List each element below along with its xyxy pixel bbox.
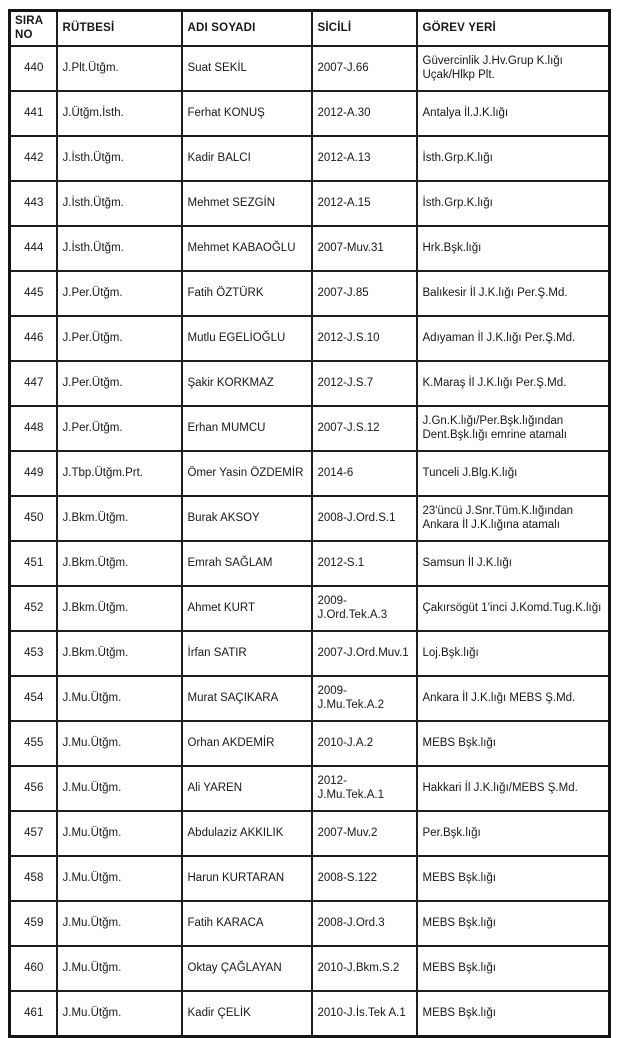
cell-sira-no: 460 bbox=[10, 946, 57, 991]
cell-sira-no: 449 bbox=[10, 451, 57, 496]
cell-sira-no: 453 bbox=[10, 631, 57, 676]
cell-adi-soyadi: Ahmet KURT bbox=[182, 586, 312, 631]
cell-gorev-yeri: MEBS Bşk.lığı bbox=[417, 721, 610, 766]
table-row bbox=[10, 541, 610, 586]
cell-adi-soyadi: Ömer Yasin ÖZDEMİR bbox=[182, 451, 312, 496]
cell-adi-soyadi: Ferhat KONUŞ bbox=[182, 91, 312, 136]
cell-rutbesi: J.Mu.Ütğm. bbox=[57, 676, 182, 721]
cell-sira-no: 440 bbox=[10, 46, 57, 91]
cell-sicili: 2007-Muv.31 bbox=[312, 226, 417, 271]
cell-adi-soyadi: Burak AKSOY bbox=[182, 496, 312, 541]
cell-adi-soyadi: Fatih KARACA bbox=[182, 901, 312, 946]
table-row bbox=[10, 46, 610, 91]
cell-sicili: 2010-J.İs.Tek A.1 bbox=[312, 991, 417, 1037]
cell-rutbesi: J.Bkm.Ütğm. bbox=[57, 541, 182, 586]
column-header-rutbesi: RÜTBESİ bbox=[57, 11, 182, 46]
cell-rutbesi: J.Plt.Ütğm. bbox=[57, 46, 182, 91]
cell-sira-no: 454 bbox=[10, 676, 57, 721]
column-header-adi-soyadi: ADI SOYADI bbox=[182, 11, 312, 46]
cell-gorev-yeri: Hrk.Bşk.lığı bbox=[417, 226, 610, 271]
cell-adi-soyadi: Suat SEKİL bbox=[182, 46, 312, 91]
cell-gorev-yeri: J.Gn.K.lığı/Per.Bşk.lığından Dent.Bşk.lığı emrine atamalı bbox=[417, 406, 610, 451]
cell-sicili: 2007-J.85 bbox=[312, 271, 417, 316]
cell-gorev-yeri: Antalya İl.J.K.lığı bbox=[417, 91, 610, 136]
cell-gorev-yeri: Hakkari İl J.K.lığı/MEBS Ş.Md. bbox=[417, 766, 610, 811]
cell-sira-no: 446 bbox=[10, 316, 57, 361]
cell-sira-no: 452 bbox=[10, 586, 57, 631]
table-row bbox=[10, 226, 610, 271]
cell-gorev-yeri: Ankara İl J.K.lığı MEBS Ş.Md. bbox=[417, 676, 610, 721]
cell-adi-soyadi: Abdulaziz AKKILIK bbox=[182, 811, 312, 856]
cell-gorev-yeri: İsth.Grp.K.lığı bbox=[417, 136, 610, 181]
cell-adi-soyadi: Orhan AKDEMİR bbox=[182, 721, 312, 766]
cell-adi-soyadi: Mehmet SEZGİN bbox=[182, 181, 312, 226]
column-header-gorev-yeri: GÖREV YERİ bbox=[417, 11, 610, 46]
cell-adi-soyadi: Mutlu EGELİOĞLU bbox=[182, 316, 312, 361]
cell-rutbesi: J.Per.Ütğm. bbox=[57, 316, 182, 361]
cell-sira-no: 451 bbox=[10, 541, 57, 586]
cell-gorev-yeri: Per.Bşk.lığı bbox=[417, 811, 610, 856]
cell-adi-soyadi: Fatih ÖZTÜRK bbox=[182, 271, 312, 316]
cell-gorev-yeri: Balıkesir İl J.K.lığı Per.Ş.Md. bbox=[417, 271, 610, 316]
cell-adi-soyadi: Mehmet KABAOĞLU bbox=[182, 226, 312, 271]
cell-adi-soyadi: Kadir ÇELİK bbox=[182, 991, 312, 1037]
cell-sira-no: 459 bbox=[10, 901, 57, 946]
table-row bbox=[10, 991, 610, 1037]
cell-rutbesi: J.Mu.Ütğm. bbox=[57, 721, 182, 766]
cell-rutbesi: J.Per.Ütğm. bbox=[57, 406, 182, 451]
cell-gorev-yeri: K.Maraş İl J.K.lığı Per.Ş.Md. bbox=[417, 361, 610, 406]
cell-adi-soyadi: Emrah SAĞLAM bbox=[182, 541, 312, 586]
cell-sicili: 2008-J.Ord.3 bbox=[312, 901, 417, 946]
table-row bbox=[10, 766, 610, 811]
cell-gorev-yeri: Adıyaman İl J.K.lığı Per.Ş.Md. bbox=[417, 316, 610, 361]
cell-sira-no: 443 bbox=[10, 181, 57, 226]
cell-adi-soyadi: Harun KURTARAN bbox=[182, 856, 312, 901]
table-row bbox=[10, 496, 610, 541]
table-row bbox=[10, 316, 610, 361]
cell-rutbesi: J.İsth.Ütğm. bbox=[57, 226, 182, 271]
cell-adi-soyadi: Erhan MUMCU bbox=[182, 406, 312, 451]
cell-gorev-yeri: MEBS Bşk.lığı bbox=[417, 946, 610, 991]
table-row bbox=[10, 631, 610, 676]
cell-adi-soyadi: Murat SAÇIKARA bbox=[182, 676, 312, 721]
cell-gorev-yeri: 23'üncü J.Snr.Tüm.K.lığından Ankara İl J.K.lığına atamalı bbox=[417, 496, 610, 541]
cell-adi-soyadi: Kadir BALCI bbox=[182, 136, 312, 181]
cell-sicili: 2012-A.13 bbox=[312, 136, 417, 181]
cell-rutbesi: J.İsth.Ütğm. bbox=[57, 136, 182, 181]
cell-rutbesi: J.Mu.Ütğm. bbox=[57, 811, 182, 856]
column-header-sira-no: SIRA NO bbox=[10, 11, 57, 46]
cell-gorev-yeri: MEBS Bşk.lığı bbox=[417, 856, 610, 901]
cell-rutbesi: J.Mu.Ütğm. bbox=[57, 946, 182, 991]
cell-sira-no: 445 bbox=[10, 271, 57, 316]
cell-rutbesi: J.Mu.Ütğm. bbox=[57, 991, 182, 1037]
table-row bbox=[10, 271, 610, 316]
cell-sira-no: 450 bbox=[10, 496, 57, 541]
cell-sicili: 2007-J.66 bbox=[312, 46, 417, 91]
cell-sira-no: 441 bbox=[10, 91, 57, 136]
table-row bbox=[10, 946, 610, 991]
cell-adi-soyadi: Ali YAREN bbox=[182, 766, 312, 811]
cell-rutbesi: J.Mu.Ütğm. bbox=[57, 901, 182, 946]
cell-rutbesi: J.Per.Ütğm. bbox=[57, 271, 182, 316]
cell-gorev-yeri: Çakırsögüt 1'inci J.Komd.Tug.K.lığı bbox=[417, 586, 610, 631]
cell-rutbesi: J.Per.Ütğm. bbox=[57, 361, 182, 406]
cell-sira-no: 455 bbox=[10, 721, 57, 766]
table-row bbox=[10, 406, 610, 451]
cell-sicili: 2008-S.122 bbox=[312, 856, 417, 901]
table-row bbox=[10, 721, 610, 766]
cell-sicili: 2012-S.1 bbox=[312, 541, 417, 586]
cell-gorev-yeri: Samsun İl J.K.lığı bbox=[417, 541, 610, 586]
table-row bbox=[10, 361, 610, 406]
cell-rutbesi: J.Ütğm.İsth. bbox=[57, 91, 182, 136]
table-row bbox=[10, 181, 610, 226]
cell-rutbesi: J.Bkm.Ütğm. bbox=[57, 586, 182, 631]
cell-sicili: 2012-A.15 bbox=[312, 181, 417, 226]
cell-sira-no: 447 bbox=[10, 361, 57, 406]
cell-adi-soyadi: Şakir KORKMAZ bbox=[182, 361, 312, 406]
table-row bbox=[10, 586, 610, 631]
cell-sicili: 2014-6 bbox=[312, 451, 417, 496]
cell-rutbesi: J.İsth.Ütğm. bbox=[57, 181, 182, 226]
cell-gorev-yeri: MEBS Bşk.lığı bbox=[417, 901, 610, 946]
cell-sicili: 2010-J.A.2 bbox=[312, 721, 417, 766]
cell-sira-no: 448 bbox=[10, 406, 57, 451]
cell-sicili: 2007-J.Ord.Muv.1 bbox=[312, 631, 417, 676]
table-row bbox=[10, 91, 610, 136]
cell-sira-no: 457 bbox=[10, 811, 57, 856]
cell-sicili: 2012-J.S.10 bbox=[312, 316, 417, 361]
column-header-sicili: SİCİLİ bbox=[312, 11, 417, 46]
cell-gorev-yeri: Tunceli J.Blg.K.lığı bbox=[417, 451, 610, 496]
cell-rutbesi: J.Bkm.Ütğm. bbox=[57, 631, 182, 676]
cell-gorev-yeri: Loj.Bşk.lığı bbox=[417, 631, 610, 676]
cell-sicili: 2009-J.Ord.Tek.A.3 bbox=[312, 586, 417, 631]
cell-adi-soyadi: Oktay ÇAĞLAYAN bbox=[182, 946, 312, 991]
table-row bbox=[10, 811, 610, 856]
cell-rutbesi: J.Tbp.Ütğm.Prt. bbox=[57, 451, 182, 496]
cell-sira-no: 442 bbox=[10, 136, 57, 181]
cell-sicili: 2007-Muv.2 bbox=[312, 811, 417, 856]
table-row bbox=[10, 451, 610, 496]
table-row bbox=[10, 676, 610, 721]
cell-sira-no: 444 bbox=[10, 226, 57, 271]
cell-gorev-yeri: İsth.Grp.K.lığı bbox=[417, 181, 610, 226]
cell-sicili: 2012-J.S.7 bbox=[312, 361, 417, 406]
cell-sira-no: 458 bbox=[10, 856, 57, 901]
cell-sira-no: 456 bbox=[10, 766, 57, 811]
cell-gorev-yeri: Güvercinlik J.Hv.Grup K.lığı Uçak/Hlkp Plt. bbox=[417, 46, 610, 91]
table-body bbox=[10, 46, 610, 1037]
cell-sicili: 2009-J.Mu.Tek.A.2 bbox=[312, 676, 417, 721]
table-row bbox=[10, 901, 610, 946]
table-row bbox=[10, 856, 610, 901]
cell-rutbesi: J.Bkm.Ütğm. bbox=[57, 496, 182, 541]
table-header-row bbox=[10, 11, 610, 46]
cell-sicili: 2007-J.S.12 bbox=[312, 406, 417, 451]
cell-rutbesi: J.Mu.Ütğm. bbox=[57, 766, 182, 811]
cell-rutbesi: J.Mu.Ütğm. bbox=[57, 856, 182, 901]
cell-adi-soyadi: İrfan SATIR bbox=[182, 631, 312, 676]
cell-sicili: 2012-A.30 bbox=[312, 91, 417, 136]
table-row bbox=[10, 136, 610, 181]
personnel-assignment-table bbox=[8, 9, 611, 1038]
cell-sicili: 2012-J.Mu.Tek.A.1 bbox=[312, 766, 417, 811]
cell-gorev-yeri: MEBS Bşk.lığı bbox=[417, 991, 610, 1037]
cell-sira-no: 461 bbox=[10, 991, 57, 1037]
cell-sicili: 2010-J.Bkm.S.2 bbox=[312, 946, 417, 991]
cell-sicili: 2008-J.Ord.S.1 bbox=[312, 496, 417, 541]
